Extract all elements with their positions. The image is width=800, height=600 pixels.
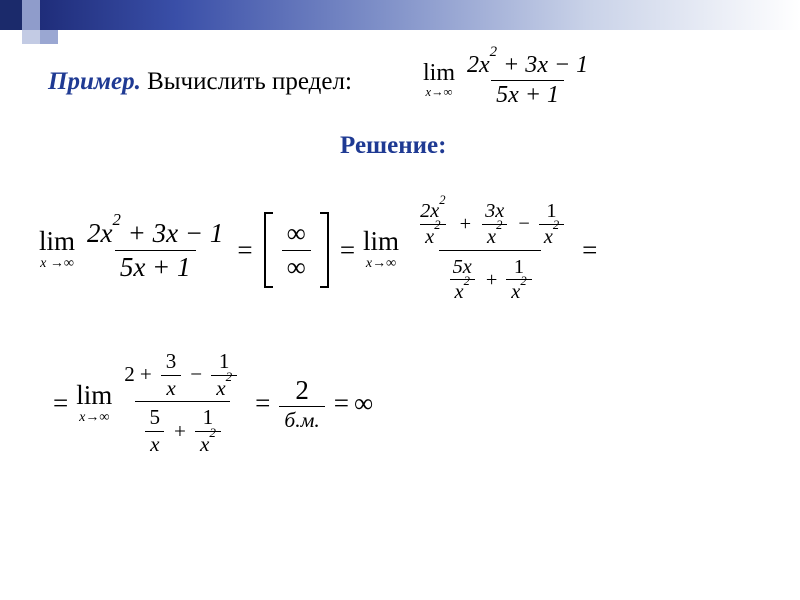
slide-header-decoration	[0, 0, 800, 30]
limit-operator-step2	[363, 228, 399, 271]
equals-sign-6: =	[333, 387, 350, 418]
limit-subscript: x→∞	[365, 255, 397, 272]
step2-num-term-3: $\frac{1}{x^2}$	[539, 200, 564, 249]
result-numerator: 2	[295, 374, 309, 405]
title-limit-expression	[420, 44, 597, 109]
final-answer: ∞	[354, 387, 374, 418]
step2-den-term-1: $\frac{5x}{x^2}$	[448, 256, 477, 305]
header-gradient-band	[40, 0, 800, 30]
header-block-dark	[0, 0, 22, 30]
result-denominator: б.м.	[279, 406, 324, 432]
title-limit-fraction	[462, 44, 593, 109]
equals-sign-1: =	[237, 234, 253, 265]
title-limit-numerator: $2x^2 + 3x - 1$	[467, 44, 589, 78]
limit-operator	[423, 61, 455, 100]
plus-sign: +	[485, 268, 498, 291]
step2-num-term-1: $\frac{2x^2}{x^2}$	[420, 192, 446, 248]
example-keyword: Пример.	[48, 68, 141, 95]
equals-sign-3: =	[582, 234, 598, 265]
example-instruction: Вычислить предел:	[147, 68, 352, 95]
step2-num-term-2: $\frac{3x}{x^2}$	[480, 200, 509, 249]
step1-numerator: $2x^2 + 3x - 1$	[87, 209, 224, 249]
equals-sign-2: =	[339, 234, 356, 265]
step3-den-term-1: $\frac{5}{x}$	[144, 406, 165, 456]
limit-subscript: x →∞	[40, 255, 74, 272]
title-limit-denominator: 5x + 1	[491, 80, 564, 109]
limit-operator-step1	[39, 228, 75, 271]
solution-step-two-row	[48, 350, 373, 457]
limit-subscript: x→∞	[79, 408, 110, 425]
step3-compound-fraction	[119, 350, 246, 457]
limit-op-text: lim	[39, 226, 76, 257]
step3-den-term-2: $\frac{1}{x^2}$	[195, 406, 221, 456]
step2-numerator	[406, 192, 573, 250]
example-title-line	[48, 68, 352, 96]
limit-operator-step3	[76, 379, 113, 425]
step3-num-term-2: $\frac{3}{x}$	[161, 350, 182, 400]
limit-subscript: x→∞	[425, 85, 453, 100]
header-square-mid	[40, 30, 58, 44]
header-block-mid	[22, 0, 40, 30]
solution-label: Решение:	[340, 132, 447, 159]
step2-compound-fraction	[406, 192, 573, 304]
limit-op-text: lim	[423, 60, 456, 87]
step3-denominator	[135, 401, 229, 456]
solution-step-one-row	[36, 192, 602, 304]
equals-sign-5: =	[255, 387, 271, 418]
step2-den-term-2: $\frac{1}{x^2}$	[506, 256, 531, 305]
step1-fraction	[82, 209, 228, 282]
step3-numerator	[119, 350, 246, 401]
indeterminate-form-bracket	[264, 212, 329, 287]
minus-sign: −	[190, 362, 203, 387]
header-square-light	[22, 30, 40, 44]
step2-denominator	[439, 250, 541, 305]
equals-sign-4: =	[53, 387, 69, 418]
minus-sign: −	[518, 212, 530, 235]
limit-op-text: lim	[363, 226, 400, 257]
step3-num-term-3: $\frac{1}{x^2}$	[211, 350, 237, 400]
indeterminate-fraction	[282, 218, 311, 281]
limit-op-text: lim	[76, 379, 113, 410]
step3-num-constant: 2	[124, 362, 135, 387]
step1-denominator: 5x + 1	[115, 250, 196, 282]
indeterminate-denominator: ∞	[282, 250, 311, 282]
plus-sign: +	[459, 212, 472, 235]
indeterminate-numerator: ∞	[286, 218, 306, 249]
result-fraction	[279, 375, 324, 432]
plus-sign: +	[174, 418, 186, 443]
plus-sign: +	[139, 362, 152, 387]
